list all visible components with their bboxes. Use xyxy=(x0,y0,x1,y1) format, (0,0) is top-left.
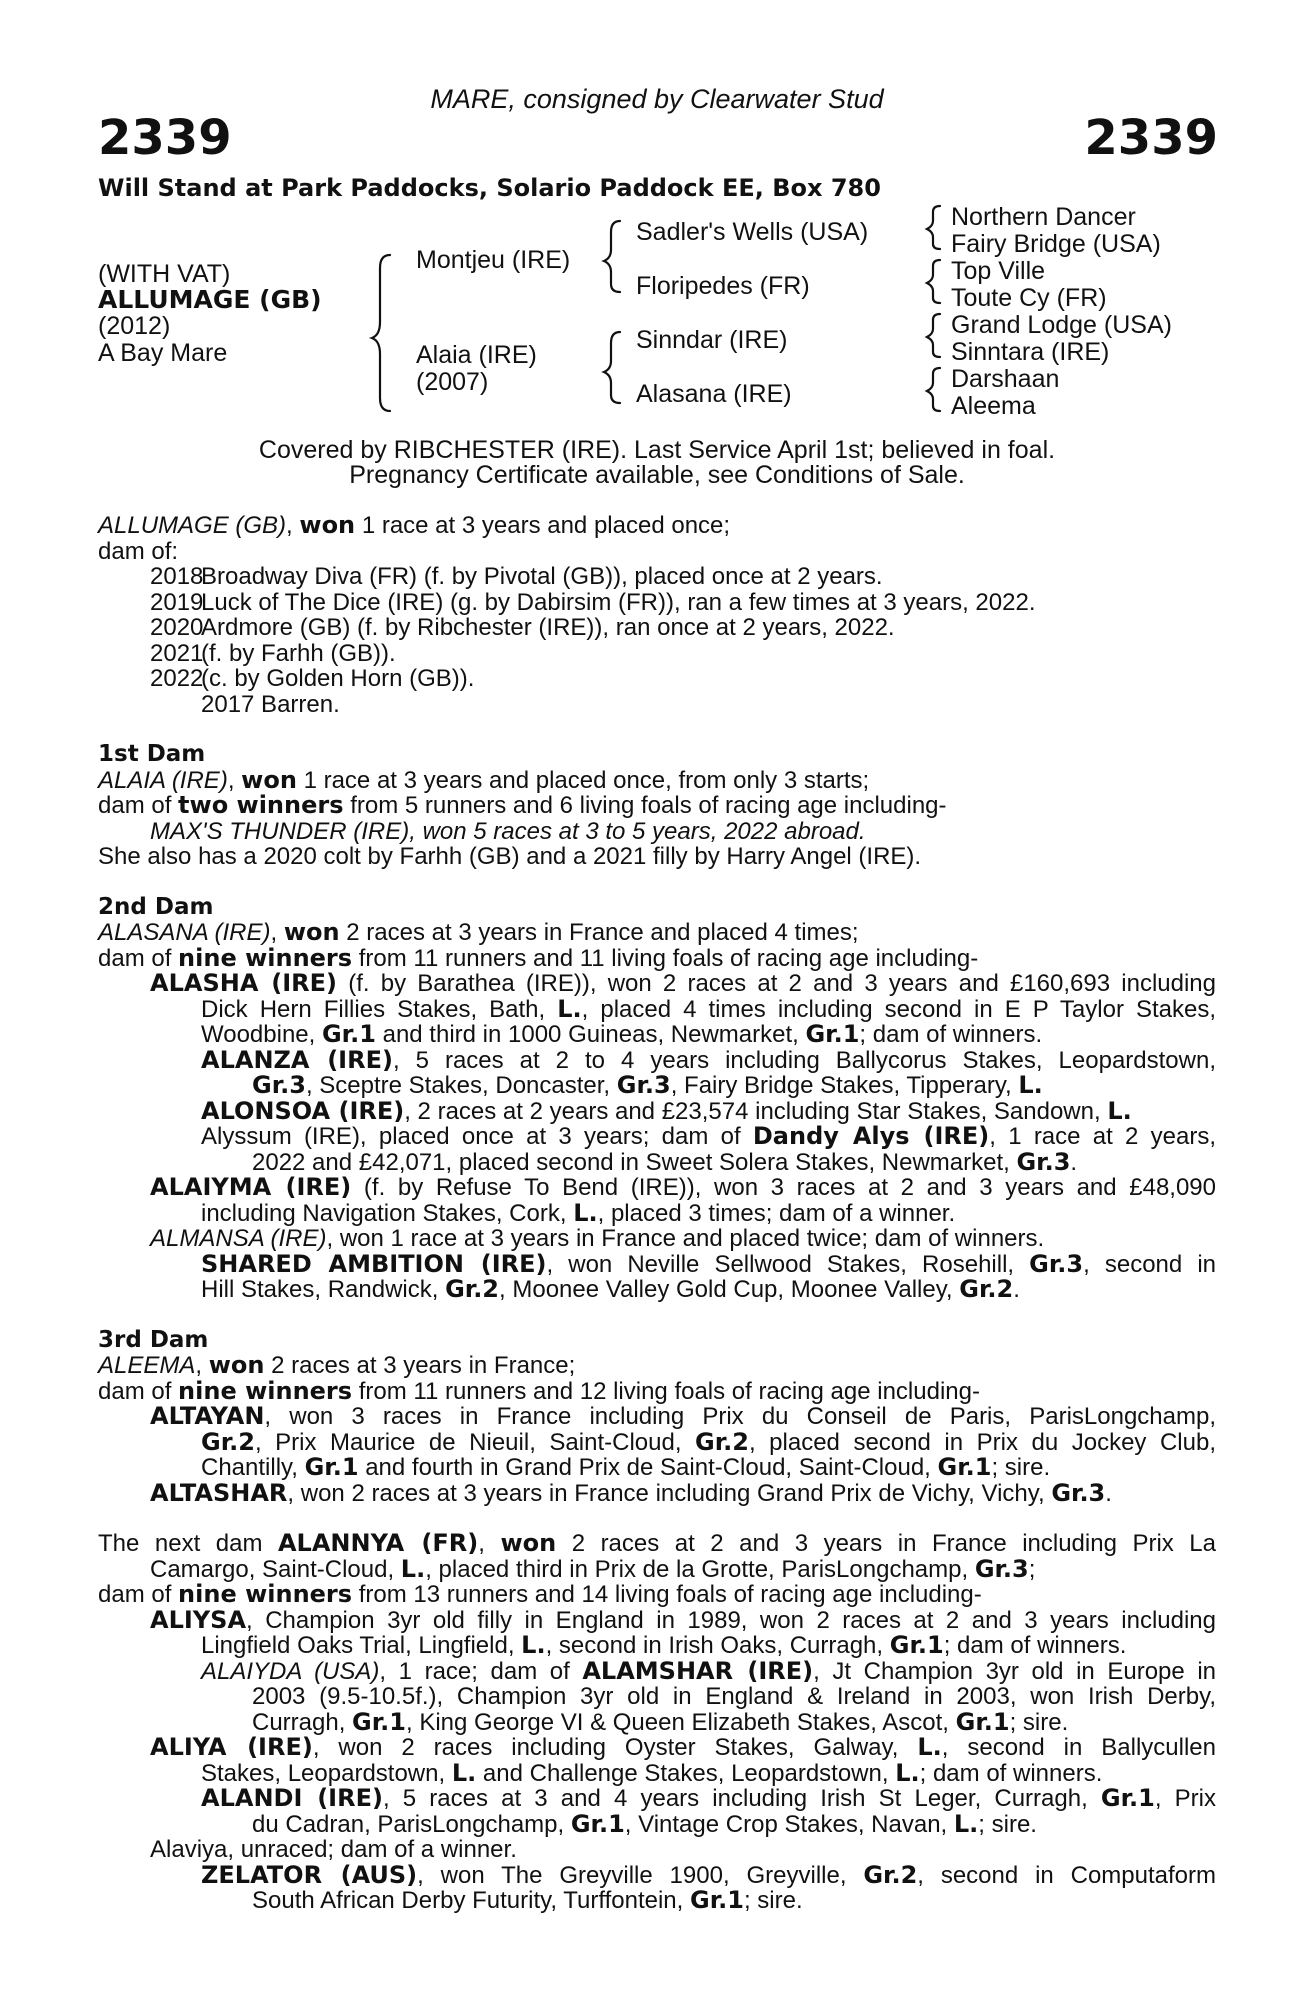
next-dam-record: The next dam ALANNYA (FR), won 2 races at 2 and 3 years in France including Prix La xyxy=(98,1529,1216,1557)
second-dam-heading: 2nd Dam xyxy=(98,893,214,920)
progeny-alaiyma-cont: including Navigation Stakes, Cork, L., placed 3 times; dam of a winner. xyxy=(201,1198,956,1227)
first-dam-record: ALAIA (IRE), won 1 race at 3 years and placed once, from only 3 starts; xyxy=(98,765,870,794)
third-dam-produce: dam of nine winners from 11 runners and 12 living foals of racing age including- xyxy=(98,1376,980,1405)
first-dam-progeny: MAX'S THUNDER (IRE), won 5 races at 3 to 5 years, 2022 abroad. xyxy=(150,817,866,845)
catalogue-body xyxy=(98,513,1216,1914)
lot-number-right: 2339 xyxy=(1084,110,1218,166)
third-dam-record: ALEEMA, won 2 races at 3 years in France; xyxy=(98,1351,576,1379)
progeny-alanza: ALANZA (IRE), 5 races at 2 to 4 years including Ballycorus Stakes, Leopardstown, xyxy=(201,1045,1216,1074)
ancestor-7: Darshaan xyxy=(951,365,1060,393)
third-dam-heading: 3rd Dam xyxy=(98,1326,209,1353)
progeny-zelator: ZELATOR (AUS), won The Greyville 1900, Greyville, Gr.2, second in Computaform xyxy=(201,1860,1216,1889)
progeny-alandi: ALANDI (IRE), 5 races at 3 and 4 years including Irish St Leger, Curragh, Gr.1, Prix xyxy=(201,1784,1216,1812)
produce-item: 2021(f. by Farhh (GB)). xyxy=(150,639,396,667)
next-dam-produce: dam of nine winners from 13 runners and 14 living foals of racing age including- xyxy=(98,1580,982,1608)
progeny-alaviya: Alaviya, unraced; dam of a winner. xyxy=(150,1836,517,1863)
consignor-line: MARE, consigned by Clearwater Stud xyxy=(430,84,884,114)
progeny-alyssum-cont: 2022 and £42,071, placed second in Sweet Solera Stakes, Newmarket, Gr.3. xyxy=(252,1147,1078,1176)
progeny-alanza-cont: Gr.3, Sceptre Stakes, Doncaster, Gr.3, Fairy Bridge Stakes, Tipperary, L. xyxy=(252,1071,1043,1099)
dam-sire: Sinndar (IRE) xyxy=(636,326,788,354)
horse-description: A Bay Mare xyxy=(98,339,228,367)
ancestor-6: Sinntara (IRE) xyxy=(951,338,1110,366)
progeny-aliya-cont: Stakes, Leopardstown, L. and Challenge Stakes, Leopardstown, L.; dam of winners. xyxy=(201,1758,1103,1787)
progeny-alaiyma: ALAIYMA (IRE) (f. by Refuse To Bend (IRE)), won 3 races at 2 and 3 years and £48,090 xyxy=(150,1173,1217,1201)
progeny-shared-ambition-cont: Hill Stakes, Randwick, Gr.2, Moonee Valley Gold Cup, Moonee Valley, Gr.2. xyxy=(201,1275,1020,1303)
lot-number-left: 2339 xyxy=(98,110,232,166)
produce-item: 2019Luck of The Dice (IRE) (g. by Dabirsim (FR)), ran a few times at 3 years, 2022. xyxy=(150,588,1036,616)
ancestor-4: Toute Cy (FR) xyxy=(951,284,1107,312)
progeny-aliysa-cont: Lingfield Oaks Trial, Lingfield, L., second in Irish Oaks, Curragh, Gr.1; dam of winners. xyxy=(201,1631,1127,1659)
ancestor-5: Grand Lodge (USA) xyxy=(951,311,1172,339)
covered-line-1: Covered by RIBCHESTER (IRE). Last Service April 1st; believed in foal. xyxy=(258,436,1056,464)
produce-item: 2018Broadway Diva (FR) (f. by Pivotal (GB)), placed once at 2 years. xyxy=(150,563,883,590)
sire-dam: Floripedes (FR) xyxy=(636,272,810,300)
progeny-aliya: ALIYA (IRE), won 2 races including Oyster Stakes, Galway, L., second in Ballycullen xyxy=(150,1733,1216,1761)
produce-item: 2020Ardmore (GB) (f. by Ribchester (IRE)), ran once at 2 years, 2022. xyxy=(150,614,895,641)
ancestor-1: Northern Dancer xyxy=(951,203,1136,231)
horse-name: ALLUMAGE (GB) xyxy=(98,285,322,314)
progeny-altayan: ALTAYAN, won 3 races in France including Prix du Conseil de Paris, ParisLongchamp, xyxy=(150,1402,1216,1430)
ancestor-3: Top Ville xyxy=(951,257,1046,285)
dam-name: Alaia (IRE) xyxy=(416,341,537,369)
ancestor-2: Fairy Bridge (USA) xyxy=(951,230,1161,258)
produce-item: 2022(c. by Golden Horn (GB)). xyxy=(150,665,475,692)
progeny-altayan-cont: Gr.2, Prix Maurice de Nieuil, Saint-Cloud, Gr.2, placed second in Prix du Jockey Club, xyxy=(201,1427,1216,1456)
second-dam-produce: dam of nine winners from 11 runners and 11 living foals of racing age including- xyxy=(98,943,979,972)
progeny-alaiyda-cont: 2003 (9.5-10.5f.), Champion 3yr old in England & Ireland in 2003, won Irish Derby, xyxy=(252,1683,1216,1710)
horse-year: (2012) xyxy=(98,312,171,340)
brace-g3-2 xyxy=(927,260,940,303)
progeny-alonsoa: ALONSOA (IRE), 2 races at 2 years and £23,574 including Star Stakes, Sandown, L. xyxy=(201,1096,1132,1125)
progeny-alyssum: Alyssum (IRE), placed once at 3 years; dam of Dandy Alys (IRE), 1 race at 2 years, xyxy=(201,1122,1217,1150)
sire-sire: Sadler's Wells (USA) xyxy=(636,218,869,246)
dam-dam: Alasana (IRE) xyxy=(636,380,792,408)
brace-g3-1 xyxy=(927,206,940,249)
progeny-altashar: ALTASHAR, won 2 races at 3 years in France including Grand Prix de Vichy, Vichy, Gr.3. xyxy=(150,1478,1112,1507)
progeny-alasha: ALASHA (IRE) (f. by Barathea (IRE)), won 2 races at 2 and 3 years and £160,693 including xyxy=(150,969,1217,997)
progeny-alaiyda: ALAIYDA (USA), 1 race; dam of ALAMSHAR (IRE), Jt Champion 3yr old in Europe in xyxy=(201,1656,1216,1685)
ancestor-8: Aleema xyxy=(951,392,1036,420)
progeny-aliysa: ALIYSA, Champion 3yr old filly in England in 1989, won 2 races at 2 and 3 years including xyxy=(150,1605,1216,1634)
dam-year: (2007) xyxy=(416,368,489,396)
second-dam-record: ALASANA (IRE), won 2 races at 3 years in France and placed 4 times; xyxy=(98,918,859,946)
first-dam-also: She also has a 2020 colt by Farhh (GB) and a 2021 filly by Harry Angel (IRE). xyxy=(98,843,922,870)
sire-name: Montjeu (IRE) xyxy=(416,246,571,274)
progeny-almansa: ALMANSA (IRE), won 1 race at 3 years in France and placed twice; dam of winners. xyxy=(150,1225,1045,1252)
vat-note: (WITH VAT) xyxy=(98,260,231,288)
next-dam-record-cont: Camargo, Saint-Cloud, L., placed third in Prix de la Grotte, ParisLongchamp, Gr.3; xyxy=(150,1554,1036,1583)
brace-dam xyxy=(604,332,620,403)
progeny-alaiyda-cont: Curragh, Gr.1, King George VI & Queen Elizabeth Stakes, Ascot, Gr.1; sire. xyxy=(252,1707,1069,1736)
produce-barren: 2017 Barren. xyxy=(201,690,340,718)
brace-g3-4 xyxy=(927,368,940,411)
produce-intro: ALLUMAGE (GB), won 1 race at 3 years and placed once; xyxy=(98,511,731,539)
progeny-shared-ambition: SHARED AMBITION (IRE), won Neville Sellwood Stakes, Rosehill, Gr.3, second in xyxy=(201,1249,1217,1278)
first-dam-produce: dam of two winners from 5 runners and 6 living foals of racing age including- xyxy=(98,791,947,819)
stand-location: Will Stand at Park Paddocks, Solario Paddock EE, Box 780 xyxy=(98,174,881,202)
brace-g3-3 xyxy=(927,314,940,357)
brace-gen1 xyxy=(372,255,390,411)
brace-sire xyxy=(604,221,620,292)
progeny-zelator-cont: South African Derby Futurity, Turffontein, Gr.1; sire. xyxy=(252,1886,803,1914)
produce-dam-of: dam of: xyxy=(98,537,179,565)
progeny-alasha-cont: Dick Hern Fillies Stakes, Bath, L., placed 4 times including second in E P Taylor Stakes, xyxy=(201,994,1216,1023)
progeny-altayan-cont: Chantilly, Gr.1 and fourth in Grand Prix de Saint-Cloud, Saint-Cloud, Gr.1; sire. xyxy=(201,1453,1051,1481)
progeny-alasha-cont: Woodbine, Gr.1 and third in 1000 Guineas, Newmarket, Gr.1; dam of winners. xyxy=(201,1020,1043,1048)
progeny-alandi-cont: du Cadran, ParisLongchamp, Gr.1, Vintage Crop Stakes, Navan, L.; sire. xyxy=(252,1809,1037,1838)
covered-line-2: Pregnancy Certificate available, see Conditions of Sale. xyxy=(349,461,965,489)
first-dam-heading: 1st Dam xyxy=(98,741,206,767)
